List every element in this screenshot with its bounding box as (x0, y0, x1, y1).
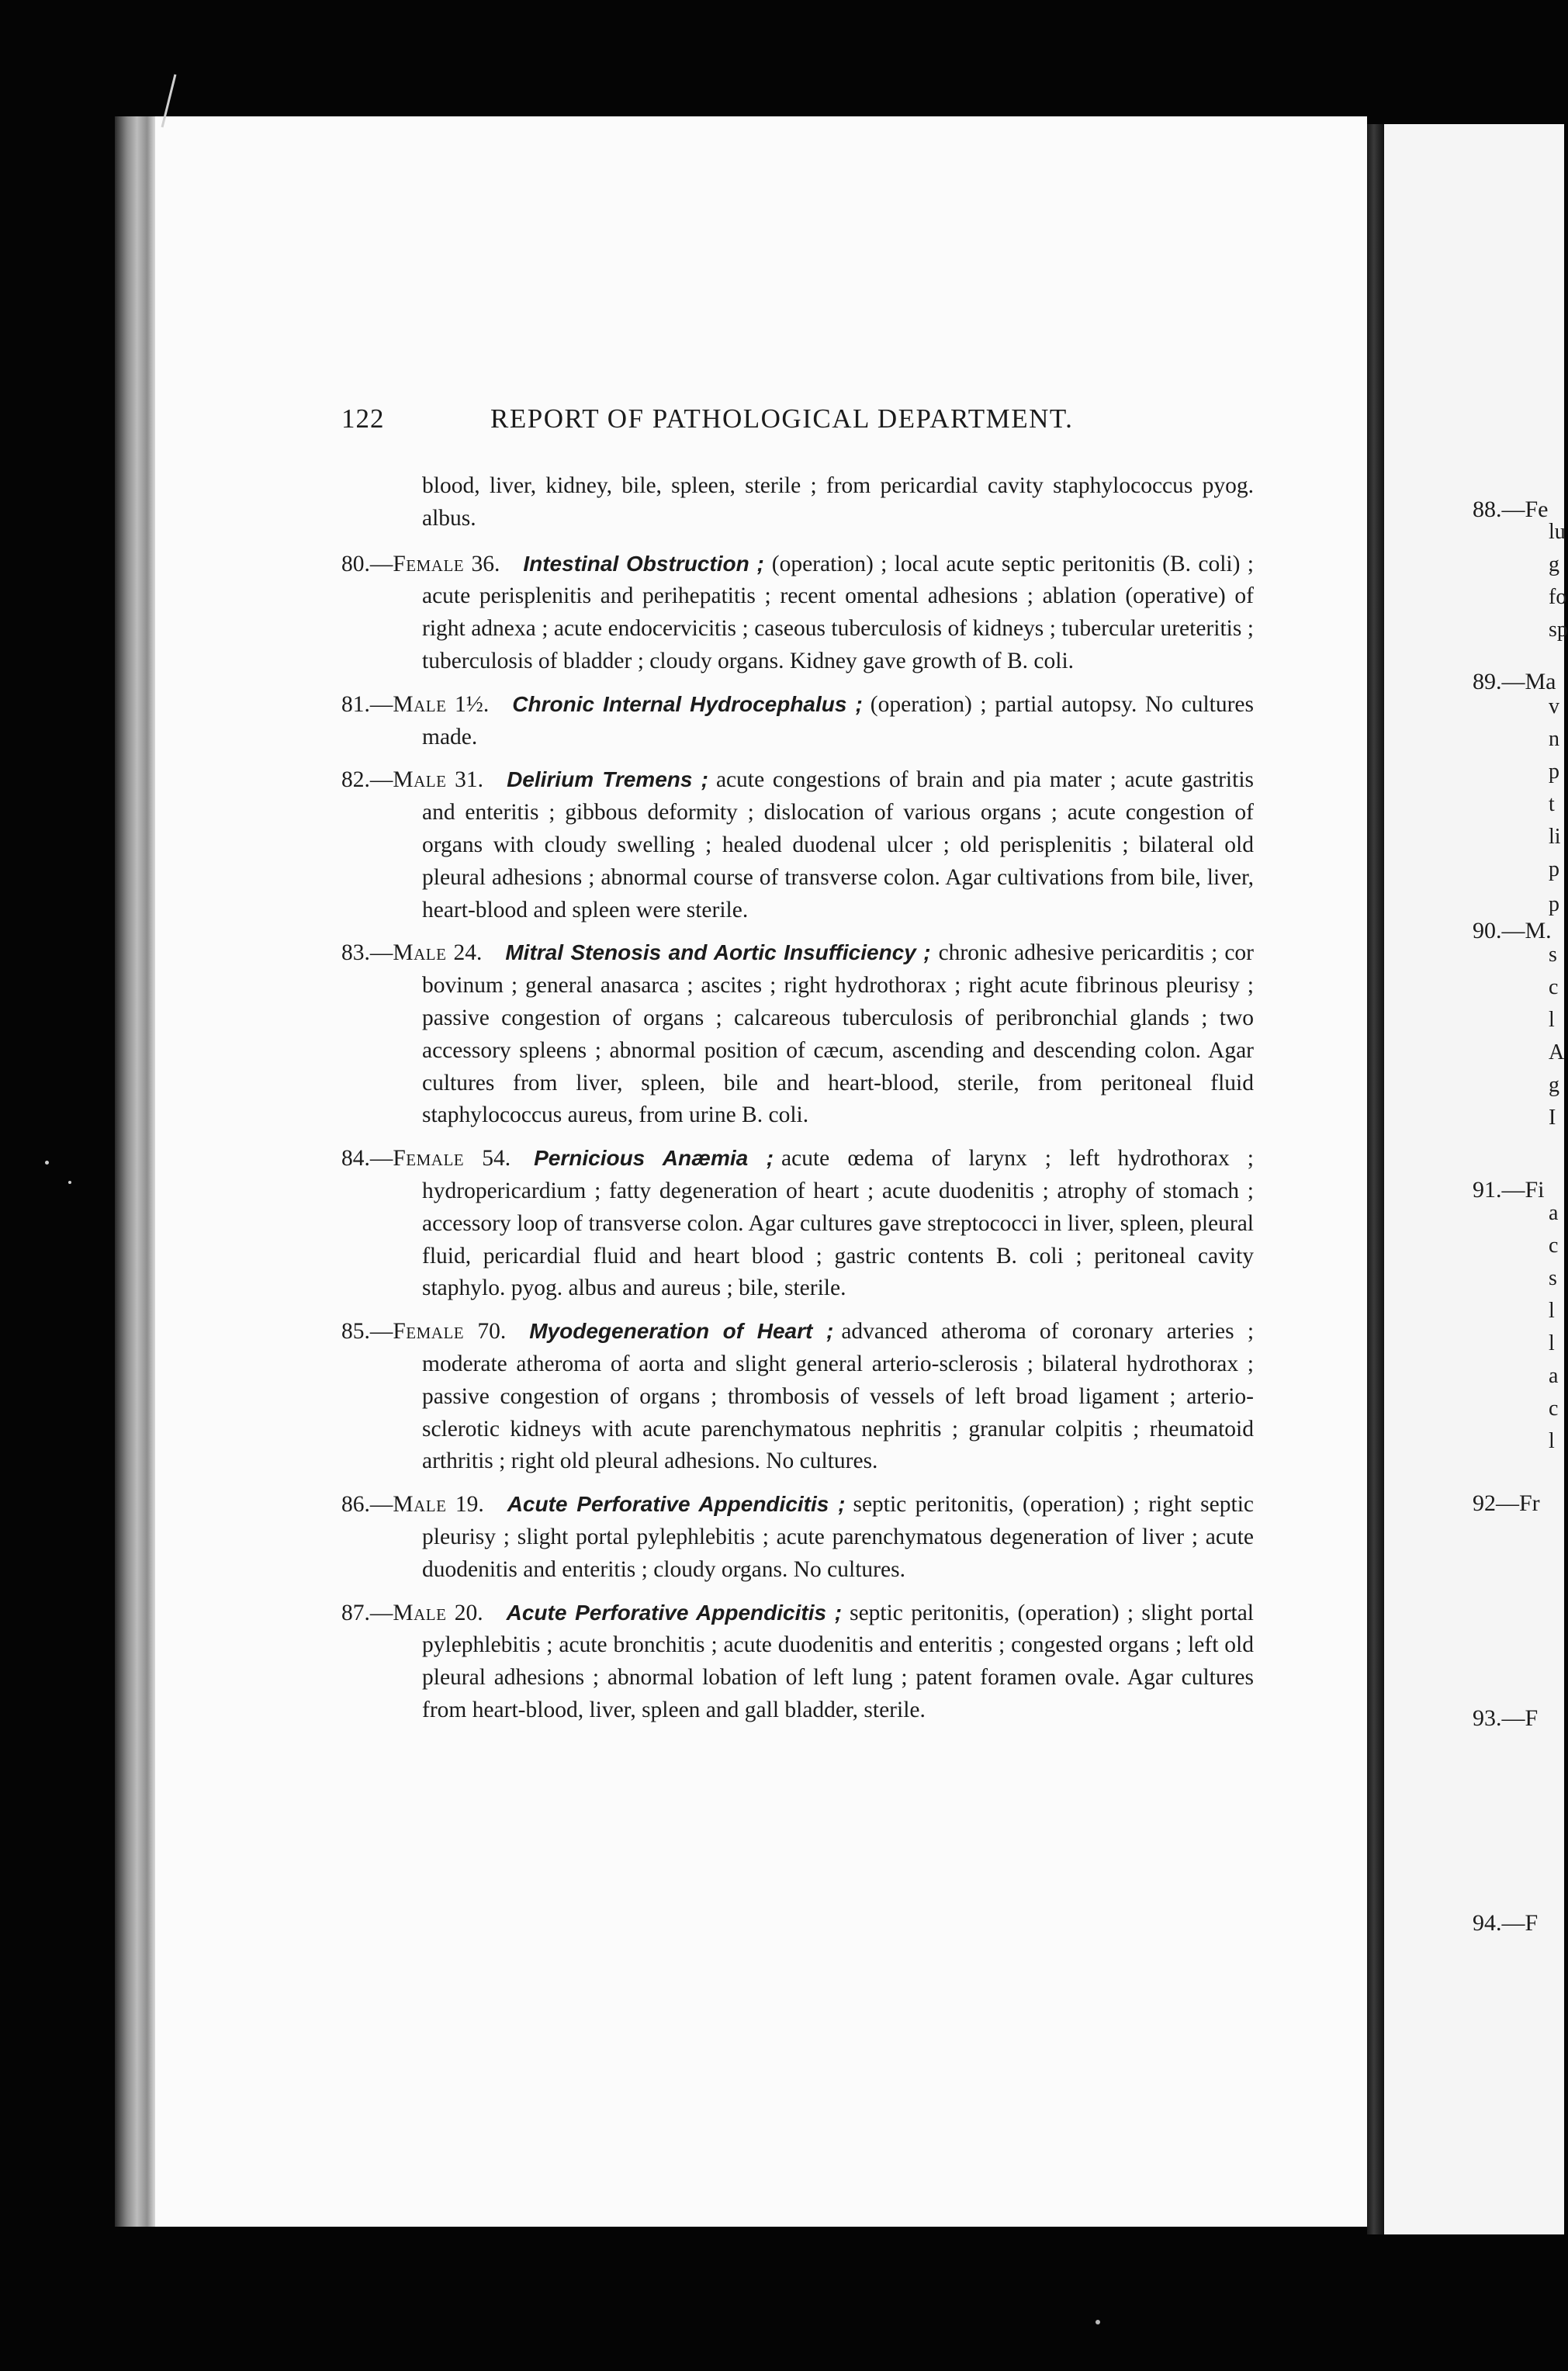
facing-line-start: l (1549, 1331, 1555, 1355)
facing-line-start: sp (1549, 618, 1568, 642)
continued-paragraph: blood, liver, kidney, bile, spleen, sterile ; from pericardial cavity staphylococcus pyog. albus. (422, 473, 1254, 531)
case-entry (341, 548, 1254, 678)
case-findings: acute congestions of brain and pia mater ; acute gastritis and enteritis ; gibbous deformity ; dislocation of various organs ; acute congestion of organs with cloudy swelling ; healed duodenal ulcer ; old perisplenitis ; bilateral old pleural adhesions ; abnormal course of transverse colon. Agar cultivations from bile, liver, heart-blood and spleen were sterile. (422, 767, 1254, 922)
case-number: 80.— (341, 551, 393, 576)
case-sex: Male (393, 767, 447, 793)
case-findings: septic peritonitis, (operation) ; slight portal pylephlebitis ; acute bronchitis ; acute duodenitis and enteritis ; congested organs ; left old pleural adhesions ; abnormal lobation of left lung ; patent foramen ovale. Agar cultures from heart-blood, liver, spleen and gall bladder, sterile. (422, 1600, 1255, 1722)
case-findings: septic peritonitis, (operation) ; right septic pleurisy ; slight portal pylephlebitis ; acute parenchymatous degeneration of liver ; acute duodenitis and enteritis ; cloudy organs. No cultures. (422, 1492, 1254, 1582)
facing-line-start: lu (1549, 520, 1566, 544)
facing-line-start: c (1549, 975, 1559, 999)
case-findings: acute œdema of larynx ; left hydrothorax ; hydropericardium ; fatty degeneration of heart ; acute duodenitis ; atrophy of stomach ; accessory loop of transverse colon. Agar cultures gave streptococci in liver, spleen, pleural fluid, pericardial fluid and heart blood ; gastric contents B. coli ; peritoneal cavity staphylo. pyog. albus and aureus ; bile, sterile. (422, 1146, 1254, 1301)
case-age: 19. (446, 1492, 484, 1518)
case-sex: Male (393, 1492, 447, 1518)
dust-speck (1096, 2320, 1100, 2324)
case-sex: Female (393, 1319, 465, 1345)
facing-line-start: l (1549, 1299, 1555, 1323)
case-entry (341, 1142, 1254, 1305)
case-number: 82.— (341, 767, 393, 793)
facing-line-start: p (1549, 760, 1559, 784)
dust-speck (68, 1181, 71, 1184)
case-sex: Female (393, 1146, 465, 1172)
case-entry (341, 1488, 1254, 1586)
facing-line-start: li (1549, 825, 1561, 849)
facing-line-start: c (1549, 1397, 1559, 1421)
case-entry (341, 1315, 1254, 1478)
case-findings: advanced atheroma of coronary arteries ; moderate atheroma of aorta and slight general arterio-sclerosis ; bilateral hydrothorax ; passive congestion of organs ; thrombosis of vessels of left broad ligament ; arterio-sclerotic kidneys with acute parenchymatous nephritis ; granular colpitis ; rheumatoid arthritis ; right old pleural adhesions. No cultures. (422, 1319, 1255, 1474)
facing-line-start: a (1549, 1201, 1559, 1225)
case-number: 87.— (341, 1600, 393, 1625)
facing-line-start: I (1549, 1106, 1556, 1130)
facing-line-start: l (1549, 1429, 1555, 1453)
dust-speck (45, 1161, 49, 1165)
facing-line-start: c (1549, 1234, 1559, 1258)
facing-line-start: fo (1549, 585, 1567, 609)
book-gutter (1367, 124, 1384, 2234)
page-header (341, 403, 1257, 442)
case-number: 84.— (341, 1146, 393, 1172)
case-number: 81.— (341, 691, 393, 717)
case-diagnosis: Acute Perforative Appendicitis ; (507, 1492, 846, 1517)
case-findings: chronic adhesive pericarditis ; cor bovinum ; general anasarca ; ascites ; right hydrothorax ; right acute fibrinous pleurisy ; passive congestion of organs ; calcareous tuberculosis of peribronchial glands ; two accessory spleens ; abnormal position of cæcum, ascending and descending colon. Agar cultures from liver, spleen, bile and heart-blood, sterile, from peritoneal fluid staphylococcus aureus, from urine B. coli. (422, 940, 1254, 1128)
facing-entry-number: 88.—Fe (1473, 497, 1549, 522)
case-number: 86.— (341, 1492, 393, 1518)
facing-entry-number: 93.—F (1473, 1705, 1539, 1731)
facing-entry-number: 94.—F (1473, 1910, 1539, 1936)
case-entry (341, 936, 1254, 1132)
facing-entry-number: 92—Fr (1473, 1490, 1540, 1516)
case-age: 54. (464, 1146, 511, 1172)
facing-entry-number: 90.—M. (1473, 918, 1552, 943)
case-number: 85.— (341, 1319, 393, 1345)
case-diagnosis: Mitral Stenosis and Aortic Insufficiency ; (505, 940, 931, 965)
case-findings: (operation) ; partial autopsy. No cultures made. (422, 691, 1254, 749)
facing-entry-number: 89.—Ma (1473, 669, 1556, 694)
facing-line-start: t (1549, 792, 1555, 816)
facing-line-start: p (1549, 892, 1559, 916)
case-number: 83.— (341, 940, 393, 966)
facing-line-start: s (1549, 943, 1557, 967)
case-age: 24. (446, 940, 483, 966)
case-age: 20. (446, 1600, 483, 1625)
page-number: 122 (341, 403, 385, 434)
autopsy-entries (341, 470, 1254, 1737)
running-title: REPORT OF PATHOLOGICAL DEPARTMENT. (490, 403, 1074, 434)
facing-line-start: l (1549, 1008, 1555, 1032)
case-sex: Male (393, 691, 447, 717)
facing-line-start: g (1549, 1073, 1559, 1097)
case-diagnosis: Myodegeneration of Heart ; (529, 1319, 834, 1344)
case-sex: Male (393, 940, 447, 966)
book-spine-edge (115, 116, 155, 2227)
case-sex: Male (393, 1600, 447, 1625)
case-diagnosis: Intestinal Obstruction ; (523, 551, 764, 576)
case-diagnosis: Pernicious Anæmia ; (534, 1146, 774, 1171)
facing-line-start: n (1549, 727, 1559, 751)
case-age: 36. (464, 551, 500, 576)
case-entry (341, 763, 1254, 926)
facing-line-start: g (1549, 552, 1559, 576)
case-diagnosis: Acute Perforative Appendicitis ; (506, 1600, 843, 1625)
facing-line-start: v (1549, 694, 1559, 718)
case-age: 70. (464, 1319, 507, 1345)
case-diagnosis: Delirium Tremens ; (507, 767, 708, 792)
case-entry (341, 688, 1254, 754)
case-diagnosis: Chronic Internal Hydrocephalus ; (512, 691, 863, 716)
case-age: 1½. (446, 691, 490, 717)
facing-line-start: p (1549, 857, 1559, 881)
case-age: 31. (446, 767, 484, 793)
case-entry (341, 1597, 1254, 1727)
facing-entry-number: 91.—Fi (1473, 1177, 1545, 1203)
facing-line-start: s (1549, 1266, 1557, 1290)
case-findings: (operation) ; local acute septic peritonitis (B. coli) ; acute perisplenitis and perihepatitis ; recent omental adhesions ; ablation (operative) of right adnexa ; acute endocervicitis ; caseous tuberculosis of kidneys ; tubercular ureteritis ; tuberculosis of bladder ; cloudy organs. Kidney gave growth of B. coli. (422, 551, 1254, 673)
facing-line-start: A (1549, 1040, 1565, 1064)
facing-line-start: a (1549, 1364, 1559, 1388)
case-sex: Female (393, 551, 465, 576)
